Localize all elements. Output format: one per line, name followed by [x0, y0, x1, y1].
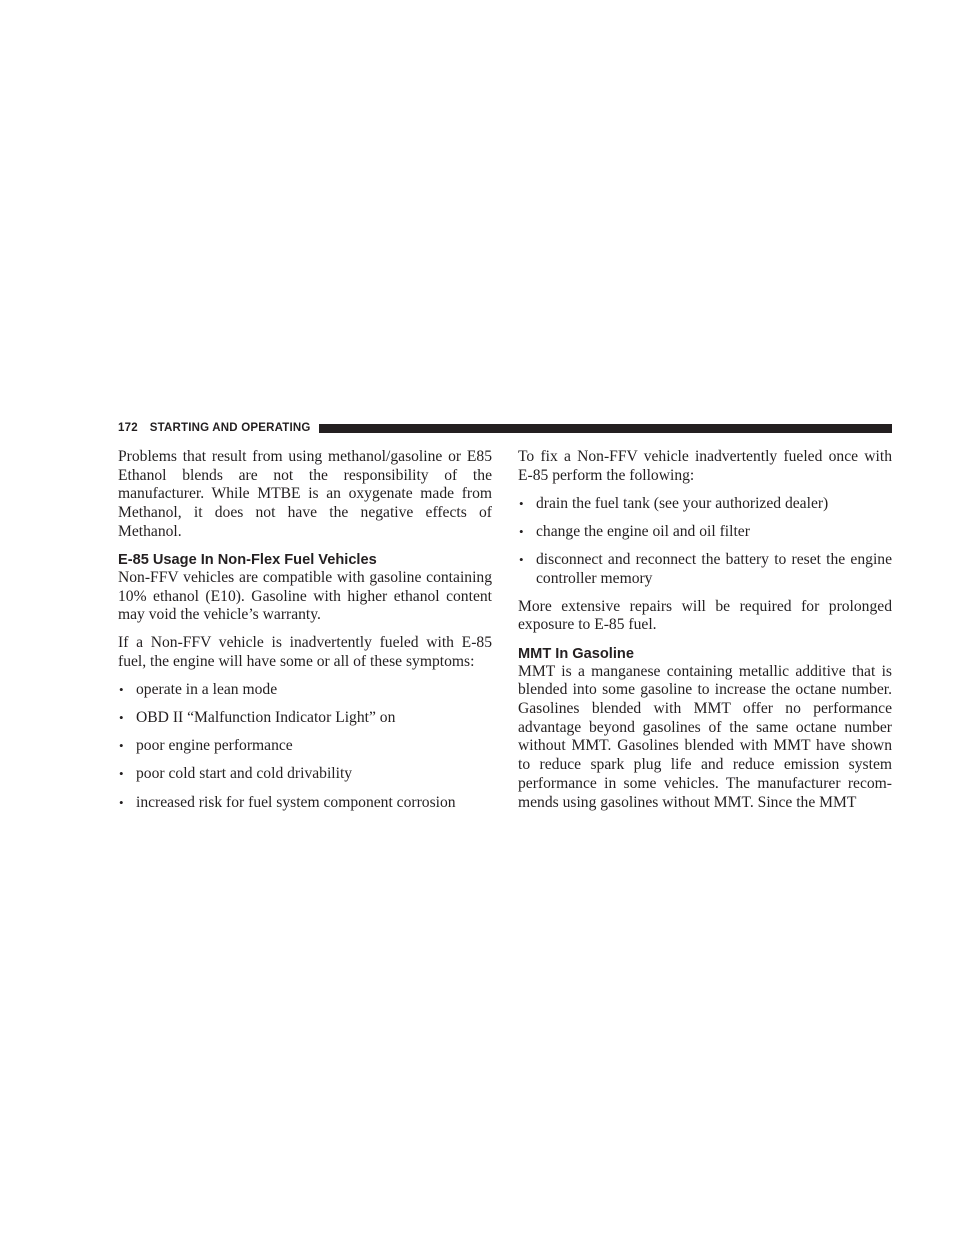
list-item-text: increased risk for fuel system component corrosion — [136, 793, 456, 811]
fix-intro-paragraph: To fix a Non-FFV vehicle inadvertently fueled once with E-85 perform the following: — [518, 448, 892, 484]
list-item-text: poor engine performance — [136, 737, 293, 755]
fix-steps-list — [518, 495, 892, 589]
bullet-icon: • — [119, 738, 124, 754]
list-item-text: operate in a lean mode — [136, 681, 278, 699]
right-column — [518, 448, 892, 822]
list-item-text: OBD II “Malfunction Indicator Light” on — [136, 709, 396, 727]
list-item — [118, 794, 492, 813]
list-item-text: drain the fuel tank (see your authorized dealer) — [536, 494, 829, 512]
intro-paragraph: Problems that result from using methanol/gasoline or E85 Ethanol blends are not the responsibility of the manufacturer. While MTBE is an oxygenate made from Methanol, it does not have the negative effects of Methanol. — [118, 448, 492, 540]
list-item — [118, 765, 492, 784]
list-item — [118, 681, 492, 700]
page-number: 172 — [118, 422, 138, 434]
bullet-icon: • — [119, 794, 124, 810]
list-item-text: poor cold start and cold drivability — [136, 765, 353, 783]
list-item-text: change the engine oil and oil filter — [536, 522, 750, 540]
bullet-icon: • — [519, 523, 524, 539]
bullet-icon: • — [519, 551, 524, 567]
e85-paragraph-1: Non-FFV vehicles are compatible with gasoline containing 10% ethanol (E10). Gasoline with higher ethanol content may void the vehicle’s warranty. — [118, 568, 492, 624]
bullet-icon: • — [119, 766, 124, 782]
mmt-heading: MMT In Gasoline — [518, 645, 634, 662]
page-header — [118, 420, 892, 436]
left-column — [118, 448, 492, 822]
header-rule — [319, 424, 892, 433]
list-item — [518, 551, 892, 588]
list-item — [518, 495, 892, 514]
bullet-icon: • — [519, 495, 524, 511]
section-title: STARTING AND OPERATING — [149, 422, 311, 434]
list-item — [518, 523, 892, 542]
mmt-paragraph: MMT is a manganese containing metallic additive that is blended into some gasoline to increase the octane number. Gasolines blended with MMT offer no performance advantage beyond gasolines of the same octane number without MMT. Gasolines blended with MMT have shown to reduce spark plug life and reduce emission system performance in some vehicles. The manufacturer recommends using gasolines without MMT. Since the MMT — [518, 662, 892, 811]
list-item-text: disconnect and reconnect the battery to reset the engine controller memory — [536, 550, 892, 587]
list-item — [118, 709, 492, 728]
e85-paragraph-2: If a Non-FFV vehicle is inadvertently fueled with E-85 fuel, the engine will have some or all of these symptoms: — [118, 634, 492, 671]
list-item — [118, 737, 492, 756]
bullet-icon: • — [119, 682, 124, 698]
symptoms-list — [118, 681, 492, 812]
repairs-paragraph: More extensive repairs will be required for prolonged exposure to E-85 fuel. — [518, 597, 892, 634]
bullet-icon: • — [119, 710, 124, 726]
e85-heading: E-85 Usage In Non-Flex Fuel Vehicles — [118, 551, 377, 568]
